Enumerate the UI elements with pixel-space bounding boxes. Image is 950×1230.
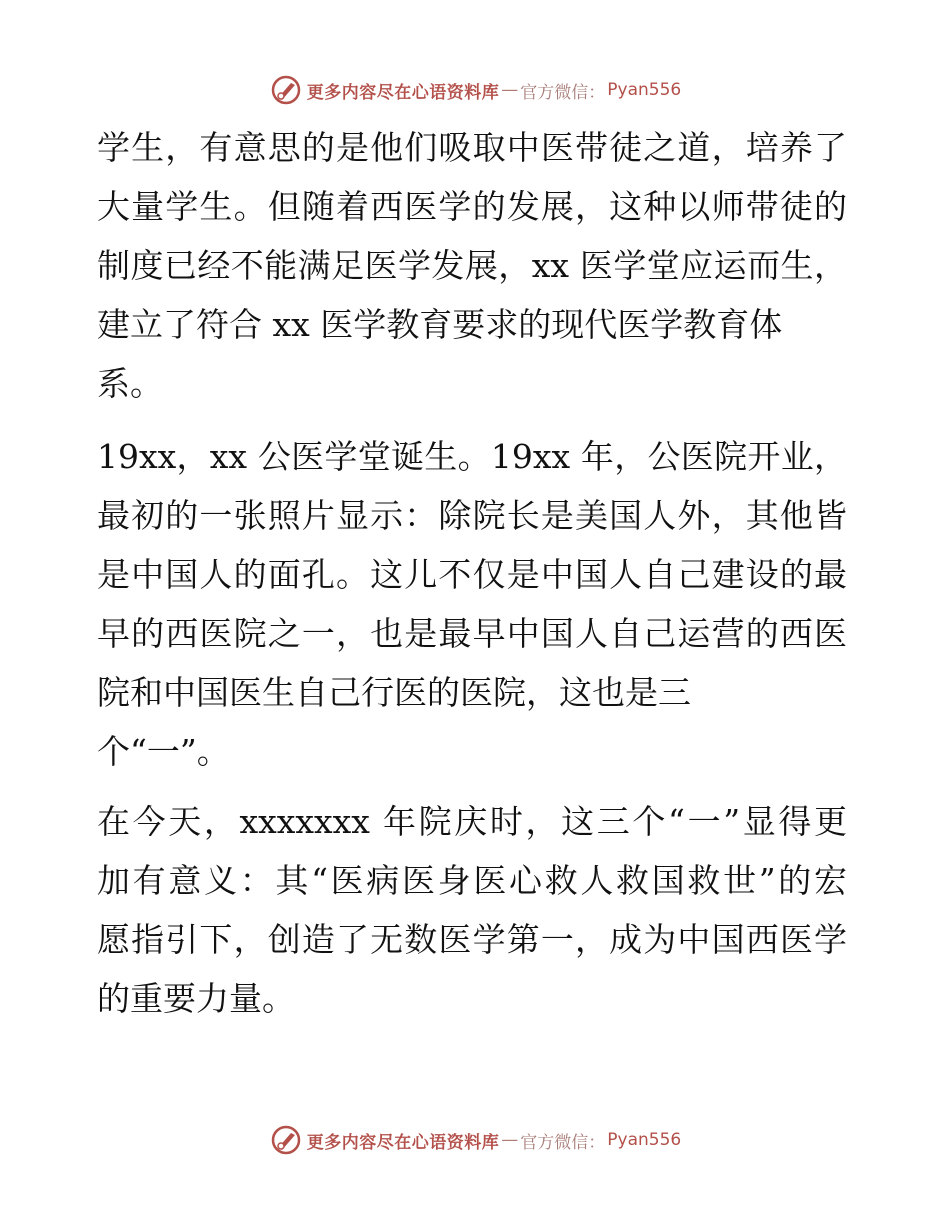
header-banner-wechat-id: Pyan556	[607, 80, 682, 100]
pen-logo-icon	[269, 1123, 303, 1157]
text-line: 早的西医院之一，也是最早中国人自己运营的西医	[97, 614, 847, 653]
pen-logo-icon	[269, 73, 303, 107]
text-line: 的重要力量。	[97, 979, 295, 1018]
header-banner-text: 更多内容尽在心语资料库	[306, 82, 500, 103]
text-line: 在今天，xxxxxxx 年院庆时，这三个“一”显得更	[97, 802, 847, 841]
text-line: 19xx，xx 公医学堂诞生。19xx 年，公医院开业，	[97, 437, 847, 476]
footer-banner-wechat-id: Pyan556	[607, 1130, 682, 1150]
text-line: 系。	[97, 364, 163, 403]
text-line: 制度已经不能满足医学发展，xx 医学堂应运而生，	[97, 246, 847, 285]
text-line: 最初的一张照片显示：除院长是美国人外，其他皆	[97, 496, 847, 535]
footer-banner	[0, 1120, 950, 1160]
text-line: 学生，有意思的是他们吸取中医带徒之道，培养了	[97, 128, 847, 167]
footer-banner-text: 更多内容尽在心语资料库	[306, 1132, 500, 1153]
footer-banner-separator: —	[501, 1130, 519, 1150]
text-line: 建立了符合 xx 医学教育要求的现代医学教育体	[97, 305, 783, 344]
header-banner-wechat-label: 官方微信：	[520, 82, 606, 103]
text-line: 大量学生。但随着西医学的发展，这种以师带徒的	[97, 187, 847, 226]
text-line: 个“一”。	[97, 732, 230, 771]
text-line: 是中国人的面孔。这儿不仅是中国人自己建设的最	[97, 555, 847, 594]
header-banner-separator: —	[501, 80, 519, 100]
text-line: 院和中国医生自己行医的医院，这也是三	[97, 673, 691, 712]
text-line: 愿指引下，创造了无数医学第一，成为中国西医学	[97, 920, 847, 959]
header-banner	[0, 70, 950, 110]
footer-banner-wechat-label: 官方微信：	[520, 1132, 606, 1153]
text-line: 加有意义：其“医病医身医心救人救国救世”的宏	[97, 861, 847, 900]
